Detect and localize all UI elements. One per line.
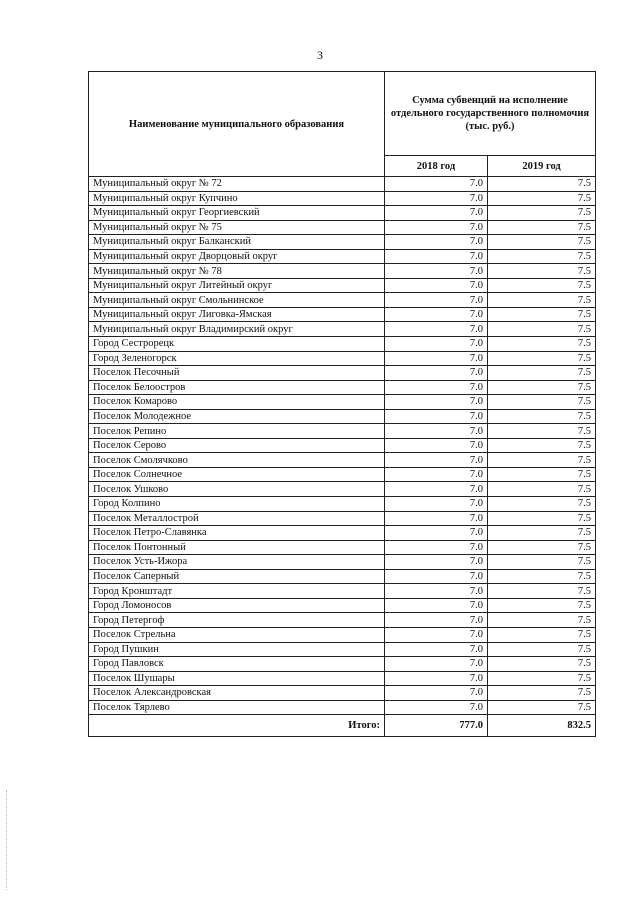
- municipality-name: Город Петергоф: [89, 613, 385, 628]
- value-2019: 7.5: [488, 657, 596, 672]
- table-row: [89, 453, 596, 468]
- table-row: [89, 293, 596, 308]
- municipality-name: Город Колпино: [89, 497, 385, 512]
- table-row: [89, 657, 596, 672]
- municipality-name: Поселок Смолячково: [89, 453, 385, 468]
- municipality-name: Муниципальный округ Купчино: [89, 191, 385, 206]
- value-2018: 7.0: [385, 249, 488, 264]
- value-2019: 7.5: [488, 526, 596, 541]
- municipality-name: Поселок Понтонный: [89, 540, 385, 555]
- value-2018: 7.0: [385, 191, 488, 206]
- amount-column-header: Сумма субвенций на исполнение отдельного государственного полномочия (тыс. руб.): [385, 72, 596, 156]
- value-2019: 7.5: [488, 584, 596, 599]
- value-2019: 7.5: [488, 467, 596, 482]
- value-2018: 7.0: [385, 307, 488, 322]
- value-2019: 7.5: [488, 598, 596, 613]
- municipality-name: Поселок Белоостров: [89, 380, 385, 395]
- value-2018: 7.0: [385, 700, 488, 715]
- table-row: [89, 642, 596, 657]
- value-2018: 7.0: [385, 584, 488, 599]
- municipality-name: Поселок Усть-Ижора: [89, 555, 385, 570]
- value-2018: 7.0: [385, 424, 488, 439]
- table-row: [89, 613, 596, 628]
- municipality-name: Муниципальный округ Георгиевский: [89, 206, 385, 221]
- table-row: [89, 569, 596, 584]
- year-2018-header: 2018 год: [385, 156, 488, 177]
- value-2018: 7.0: [385, 409, 488, 424]
- municipality-name: Муниципальный округ Дворцовый округ: [89, 249, 385, 264]
- table-row: [89, 497, 596, 512]
- municipality-name: Поселок Александровская: [89, 686, 385, 701]
- value-2019: 7.5: [488, 380, 596, 395]
- municipality-name: Город Павловск: [89, 657, 385, 672]
- value-2019: 7.5: [488, 351, 596, 366]
- table-row: [89, 366, 596, 381]
- value-2018: 7.0: [385, 511, 488, 526]
- value-2019: 7.5: [488, 249, 596, 264]
- table-row: [89, 482, 596, 497]
- municipality-name: Поселок Петро-Славянка: [89, 526, 385, 541]
- value-2019: 7.5: [488, 278, 596, 293]
- table-row: [89, 249, 596, 264]
- value-2018: 7.0: [385, 657, 488, 672]
- municipality-name: Муниципальный округ Лиговка-Ямская: [89, 307, 385, 322]
- municipality-name: Поселок Саперный: [89, 569, 385, 584]
- municipality-name: Муниципальный округ № 72: [89, 177, 385, 192]
- table-row: [89, 598, 596, 613]
- value-2018: 7.0: [385, 438, 488, 453]
- municipality-name: Муниципальный округ Владимирский округ: [89, 322, 385, 337]
- value-2019: 7.5: [488, 337, 596, 352]
- value-2018: 7.0: [385, 395, 488, 410]
- table-row: [89, 191, 596, 206]
- value-2019: 7.5: [488, 220, 596, 235]
- value-2018: 7.0: [385, 497, 488, 512]
- value-2019: 7.5: [488, 293, 596, 308]
- value-2018: 7.0: [385, 380, 488, 395]
- value-2019: 7.5: [488, 497, 596, 512]
- table-row: [89, 235, 596, 250]
- value-2019: 7.5: [488, 555, 596, 570]
- table-row: [89, 555, 596, 570]
- value-2019: 7.5: [488, 409, 596, 424]
- table-row: [89, 220, 596, 235]
- value-2019: 7.5: [488, 177, 596, 192]
- municipality-name: Муниципальный округ Балканский: [89, 235, 385, 250]
- table-row: [89, 278, 596, 293]
- municipality-name: Поселок Серово: [89, 438, 385, 453]
- table-row: [89, 686, 596, 701]
- table-row: [89, 584, 596, 599]
- value-2019: 7.5: [488, 206, 596, 221]
- margin-dots: [6, 790, 8, 890]
- value-2019: 7.5: [488, 540, 596, 555]
- table-row: [89, 307, 596, 322]
- value-2019: 7.5: [488, 438, 596, 453]
- table-row: [89, 511, 596, 526]
- value-2019: 7.5: [488, 613, 596, 628]
- value-2018: 7.0: [385, 671, 488, 686]
- municipality-name: Город Пушкин: [89, 642, 385, 657]
- value-2019: 7.5: [488, 235, 596, 250]
- value-2019: 7.5: [488, 307, 596, 322]
- value-2019: 7.5: [488, 453, 596, 468]
- table-row: [89, 526, 596, 541]
- municipality-name: Поселок Металлострой: [89, 511, 385, 526]
- value-2018: 7.0: [385, 322, 488, 337]
- value-2018: 7.0: [385, 366, 488, 381]
- value-2018: 7.0: [385, 627, 488, 642]
- value-2018: 7.0: [385, 235, 488, 250]
- municipality-name: Поселок Тярлево: [89, 700, 385, 715]
- table-row: [89, 395, 596, 410]
- value-2019: 7.5: [488, 671, 596, 686]
- value-2018: 7.0: [385, 206, 488, 221]
- value-2019: 7.5: [488, 642, 596, 657]
- value-2018: 7.0: [385, 467, 488, 482]
- table-row: [89, 409, 596, 424]
- value-2018: 7.0: [385, 220, 488, 235]
- table-row: [89, 337, 596, 352]
- value-2019: 7.5: [488, 686, 596, 701]
- table-row: [89, 627, 596, 642]
- value-2018: 7.0: [385, 293, 488, 308]
- municipality-name: Город Кронштадт: [89, 584, 385, 599]
- table-row: [89, 700, 596, 715]
- year-2019-header: 2019 год: [488, 156, 596, 177]
- value-2019: 7.5: [488, 700, 596, 715]
- municipality-name: Поселок Комарово: [89, 395, 385, 410]
- name-column-header: Наименование муниципального образования: [89, 72, 385, 177]
- municipality-name: Муниципальный округ № 75: [89, 220, 385, 235]
- total-label: Итого:: [89, 715, 385, 737]
- value-2018: 7.0: [385, 177, 488, 192]
- value-2018: 7.0: [385, 555, 488, 570]
- value-2019: 7.5: [488, 191, 596, 206]
- total-row: [89, 715, 596, 737]
- municipality-name: Поселок Репино: [89, 424, 385, 439]
- value-2019: 7.5: [488, 264, 596, 279]
- municipality-name: Поселок Шушары: [89, 671, 385, 686]
- value-2018: 7.0: [385, 337, 488, 352]
- page-number: 3: [317, 48, 323, 62]
- table-row: [89, 438, 596, 453]
- value-2018: 7.0: [385, 540, 488, 555]
- municipality-name: Поселок Ушково: [89, 482, 385, 497]
- value-2018: 7.0: [385, 598, 488, 613]
- municipality-name: Город Сестрорецк: [89, 337, 385, 352]
- value-2018: 7.0: [385, 264, 488, 279]
- municipality-name: Муниципальный округ Смольнинское: [89, 293, 385, 308]
- municipality-name: Муниципальный округ Литейный округ: [89, 278, 385, 293]
- total-2019: 832.5: [488, 715, 596, 737]
- value-2019: 7.5: [488, 627, 596, 642]
- value-2019: 7.5: [488, 322, 596, 337]
- municipality-name: Поселок Солнечное: [89, 467, 385, 482]
- value-2018: 7.0: [385, 613, 488, 628]
- subsidy-table: [88, 71, 596, 737]
- value-2019: 7.5: [488, 482, 596, 497]
- table-row: [89, 467, 596, 482]
- value-2018: 7.0: [385, 482, 488, 497]
- table-body: [89, 177, 596, 715]
- municipality-name: Город Зеленогорск: [89, 351, 385, 366]
- table-row: [89, 264, 596, 279]
- table-row: [89, 671, 596, 686]
- value-2018: 7.0: [385, 278, 488, 293]
- value-2019: 7.5: [488, 569, 596, 584]
- table-row: [89, 322, 596, 337]
- table-row: [89, 540, 596, 555]
- total-2018: 777.0: [385, 715, 488, 737]
- municipality-name: Поселок Стрельна: [89, 627, 385, 642]
- value-2018: 7.0: [385, 453, 488, 468]
- value-2019: 7.5: [488, 511, 596, 526]
- table-row: [89, 380, 596, 395]
- value-2019: 7.5: [488, 366, 596, 381]
- value-2019: 7.5: [488, 424, 596, 439]
- table-row: [89, 206, 596, 221]
- municipality-name: Муниципальный округ № 78: [89, 264, 385, 279]
- table-row: [89, 424, 596, 439]
- municipality-name: Город Ломоносов: [89, 598, 385, 613]
- table-row: [89, 177, 596, 192]
- value-2018: 7.0: [385, 642, 488, 657]
- table-row: [89, 351, 596, 366]
- municipality-name: Поселок Песочный: [89, 366, 385, 381]
- value-2018: 7.0: [385, 351, 488, 366]
- municipality-name: Поселок Молодежное: [89, 409, 385, 424]
- value-2019: 7.5: [488, 395, 596, 410]
- value-2018: 7.0: [385, 686, 488, 701]
- value-2018: 7.0: [385, 569, 488, 584]
- value-2018: 7.0: [385, 526, 488, 541]
